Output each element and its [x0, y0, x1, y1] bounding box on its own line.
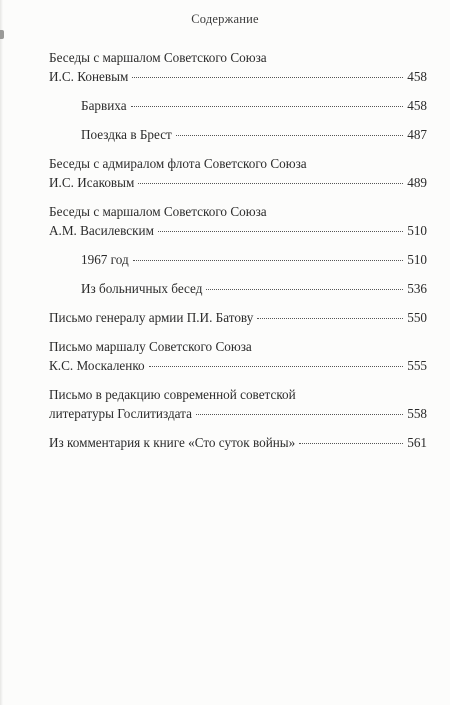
toc-page-number: 555: [407, 358, 427, 373]
toc-entry[interactable]: [81, 96, 427, 115]
toc-entry-line: [81, 279, 427, 298]
toc-entry-line: [81, 125, 427, 144]
table-of-contents: [49, 48, 427, 462]
toc-entry-line: [49, 67, 427, 86]
toc-entry-title: Барвиха: [81, 98, 127, 113]
toc-entry-title: Из больничных бесед: [81, 281, 203, 296]
dot-leader: [196, 414, 403, 415]
page-spine-edge: [0, 0, 3, 705]
toc-entry-title: И.С. Исаковым: [49, 175, 135, 190]
toc-entry-title: А.М. Василевским: [49, 223, 154, 238]
toc-entry[interactable]: [81, 279, 427, 298]
dot-leader: [299, 443, 403, 444]
toc-entry-title-line: Беседы с адмиралом флота Советского Союза: [49, 156, 307, 171]
toc-entry[interactable]: [81, 250, 427, 269]
toc-entry-line: [49, 173, 427, 192]
toc-entry[interactable]: [49, 202, 427, 240]
toc-entry-title: И.С. Коневым: [49, 69, 129, 84]
toc-page-number: 550: [407, 310, 427, 325]
toc-entry[interactable]: [49, 308, 427, 327]
toc-page-number: 536: [407, 281, 427, 296]
toc-entry[interactable]: [49, 433, 427, 452]
dot-leader: [176, 135, 403, 136]
toc-entry-line: [49, 404, 427, 423]
toc-entry-title-line: Письмо маршалу Советского Союза: [49, 339, 252, 354]
page-title: Содержание: [191, 12, 259, 26]
toc-entry[interactable]: [49, 385, 427, 423]
dot-leader: [131, 106, 404, 107]
toc-page-number: 489: [407, 175, 427, 190]
toc-page-number: 487: [407, 127, 427, 142]
toc-entry-line: [49, 433, 427, 452]
toc-entry-line: [49, 308, 427, 327]
toc-entry-title: литературы Гослитиздата: [49, 406, 192, 421]
toc-entry-title: Поездка в Брест: [81, 127, 172, 142]
toc-entry[interactable]: [49, 48, 427, 86]
toc-entry[interactable]: [81, 125, 427, 144]
dot-leader: [133, 260, 404, 261]
toc-entry-line: [49, 221, 427, 240]
dot-leader: [132, 77, 403, 78]
toc-page-number: 458: [407, 69, 427, 84]
toc-entry-title: К.С. Москаленко: [49, 358, 145, 373]
toc-entry-title-line: Беседы с маршалом Советского Союза: [49, 204, 267, 219]
toc-page-number: 510: [407, 252, 427, 267]
toc-entry-title: 1967 год: [81, 252, 129, 267]
page-edge-mark: [0, 30, 4, 39]
dot-leader: [138, 183, 403, 184]
toc-page-number: 558: [407, 406, 427, 421]
toc-entry-line: [81, 250, 427, 269]
toc-page-number: 561: [407, 435, 427, 450]
dot-leader: [206, 289, 403, 290]
toc-entry-title-line: Беседы с маршалом Советского Союза: [49, 50, 267, 65]
dot-leader: [257, 318, 403, 319]
toc-entry-line: [49, 356, 427, 375]
toc-entry[interactable]: [49, 154, 427, 192]
toc-page-number: 458: [407, 98, 427, 113]
dot-leader: [158, 231, 403, 232]
dot-leader: [149, 366, 404, 367]
toc-entry-title-line: Письмо в редакцию современной советской: [49, 387, 296, 402]
toc-entry[interactable]: [49, 337, 427, 375]
toc-entry-title: Письмо генералу армии П.И. Батову: [49, 310, 254, 325]
toc-entry-title: Из комментария к книге «Сто суток войны»: [49, 435, 296, 450]
toc-page-number: 510: [407, 223, 427, 238]
toc-entry-line: [81, 96, 427, 115]
